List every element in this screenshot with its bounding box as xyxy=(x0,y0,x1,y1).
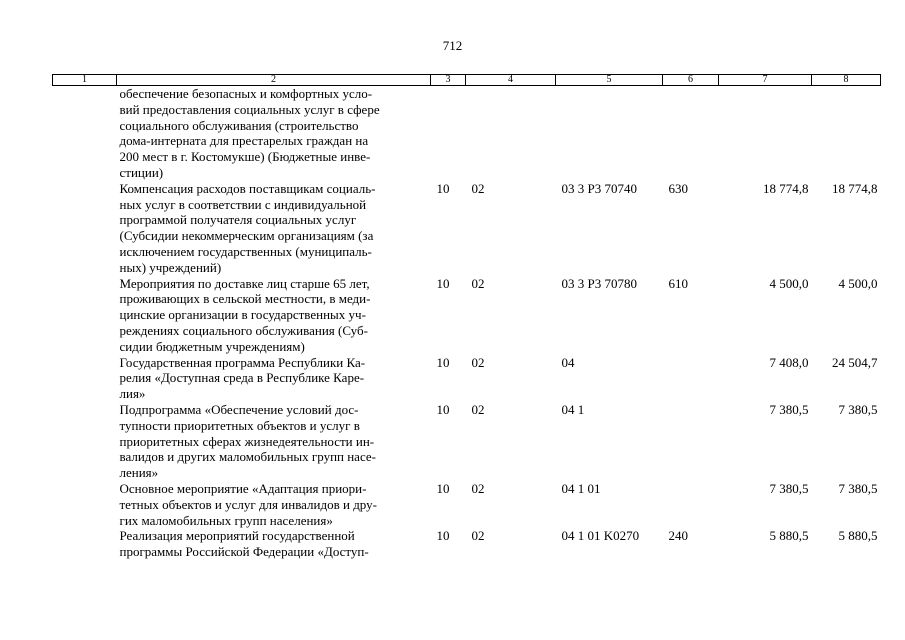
row-target-article: 03 3 P3 70780 xyxy=(561,275,637,291)
row-blank-cell xyxy=(53,481,117,528)
row-name-line: релия «Доступная среда в Республике Каре- xyxy=(119,370,365,386)
column-number-4: 4 xyxy=(466,75,556,86)
row-name-line: стиции) xyxy=(119,164,164,180)
row-subsection: 02 xyxy=(471,401,485,417)
row-amount-1: 7 408,0 xyxy=(769,354,809,370)
row-amount-1 xyxy=(719,86,812,181)
row-name-line: тупности приоритетных объектов и услуг в xyxy=(119,417,360,433)
row-name xyxy=(117,528,431,560)
row-name-line: Основное мероприятие «Адаптация приори- xyxy=(119,480,367,496)
row-amount-2: 4 500,0 xyxy=(838,275,878,291)
row-name-line: вий предоставления социальных услуг в сфере xyxy=(119,101,380,117)
row-section: 10 xyxy=(436,480,450,496)
row-name-line: ных услуг в соответствии с индивидуальной xyxy=(119,196,367,212)
row-name-line: Компенсация расходов поставщикам социаль- xyxy=(119,180,376,196)
column-number-1: 1 xyxy=(53,75,117,86)
row-expense-type: 610 xyxy=(668,275,688,291)
row-blank-cell xyxy=(53,528,117,560)
row-name-line: цинские организации в государственных уч- xyxy=(119,307,366,323)
row-amount-2: 18 774,8 xyxy=(832,180,878,196)
row-amount-2: 24 504,7 xyxy=(832,354,878,370)
row-amount-1: 7 380,5 xyxy=(769,480,809,496)
row-target-article: 04 1 01 xyxy=(561,480,601,496)
row-name-line: Мероприятия по доставке лиц старше 65 лет, xyxy=(119,275,370,291)
row-name-line: реждениях социального обслуживания (Суб- xyxy=(119,322,368,338)
row-amount-1: 4 500,0 xyxy=(769,275,809,291)
column-number-6: 6 xyxy=(663,75,719,86)
row-target-article: 04 1 xyxy=(561,401,585,417)
row-name xyxy=(117,481,431,528)
row-expense-type xyxy=(663,355,719,402)
row-subsection: 02 xyxy=(471,354,485,370)
row-name xyxy=(117,276,431,355)
row-name-line: ных) учреждений) xyxy=(119,259,222,275)
row-name-line: сидии бюджетным учреждениям) xyxy=(119,338,305,354)
row-blank-cell xyxy=(53,355,117,402)
row-expense-type xyxy=(663,402,719,481)
row-name-line: ления» xyxy=(119,465,159,481)
column-number-2: 2 xyxy=(117,75,431,86)
row-amount-2 xyxy=(812,86,881,181)
row-name-line: Подпрограмма «Обеспечение условий дос- xyxy=(119,401,359,417)
row-target-article: 03 3 P3 70740 xyxy=(561,180,637,196)
row-section: 10 xyxy=(436,354,450,370)
row-name-line: (Субсидии некоммерческим организациям (за xyxy=(119,228,374,244)
row-target-article: 04 xyxy=(561,354,575,370)
row-name-line: программой получателя социальных услуг xyxy=(119,212,357,228)
row-name-line: социального обслуживания (строительство xyxy=(119,117,359,133)
row-name-line: гих маломобильных групп населения» xyxy=(119,512,333,528)
row-section: 10 xyxy=(436,275,450,291)
column-number-5: 5 xyxy=(556,75,663,86)
row-name-line: валидов и других маломобильных групп насе- xyxy=(119,449,376,465)
row-expense-type xyxy=(663,481,719,528)
row-subsection: 02 xyxy=(471,480,485,496)
row-subsection: 02 xyxy=(471,528,485,544)
row-name-line: приоритетных сферах жизнедеятельности ин- xyxy=(119,433,375,449)
row-name-line: проживающих в сельской местности, в меди- xyxy=(119,291,371,307)
row-amount-2: 7 380,5 xyxy=(838,401,878,417)
row-name xyxy=(117,86,431,181)
table-body xyxy=(53,86,881,560)
table-row xyxy=(53,481,881,528)
table-row xyxy=(53,355,881,402)
row-section: 10 xyxy=(436,401,450,417)
row-name-line: исключением государственных (муниципаль- xyxy=(119,243,372,259)
row-name-line: тетных объектов и услуг для инвалидов и дру- xyxy=(119,496,377,512)
row-subsection: 02 xyxy=(471,275,485,291)
column-number-row xyxy=(53,75,881,86)
row-expense-type xyxy=(663,86,719,181)
table-row xyxy=(53,528,881,560)
row-subsection xyxy=(466,86,556,181)
row-amount-2: 5 880,5 xyxy=(838,528,878,544)
row-name-line: программы Российской Федерации «Доступ- xyxy=(119,544,369,560)
row-name-line: Государственная программа Республики Ка- xyxy=(119,354,366,370)
table-row xyxy=(53,181,881,276)
row-blank-cell xyxy=(53,86,117,181)
page-number: 712 xyxy=(442,38,463,53)
row-name-line: Реализация мероприятий государственной xyxy=(119,528,355,544)
row-name-line: лия» xyxy=(119,386,146,402)
row-expense-type: 630 xyxy=(668,180,688,196)
column-number-7: 7 xyxy=(719,75,812,86)
column-number-3: 3 xyxy=(431,75,466,86)
row-name-line: 200 мест в г. Костомукше) (Бюджетные инве- xyxy=(119,149,371,165)
row-expense-type: 240 xyxy=(668,528,688,544)
row-name-line: обеспечение безопасных и комфортных усло- xyxy=(119,86,373,101)
row-target-article xyxy=(556,86,663,181)
row-amount-1: 18 774,8 xyxy=(763,180,809,196)
row-section: 10 xyxy=(436,528,450,544)
row-name xyxy=(117,402,431,481)
column-number-8: 8 xyxy=(812,75,881,86)
row-blank-cell xyxy=(53,276,117,355)
budget-table xyxy=(52,74,881,560)
table-row xyxy=(53,276,881,355)
row-amount-2: 7 380,5 xyxy=(838,480,878,496)
row-amount-1: 7 380,5 xyxy=(769,401,809,417)
row-blank-cell xyxy=(53,181,117,276)
row-section xyxy=(431,86,466,181)
row-name-line: дома-интерната для престарелых граждан на xyxy=(119,133,369,149)
row-amount-1: 5 880,5 xyxy=(769,528,809,544)
row-name xyxy=(117,355,431,402)
row-blank-cell xyxy=(53,402,117,481)
row-section: 10 xyxy=(436,180,450,196)
row-target-article: 04 1 01 K0270 xyxy=(561,528,640,544)
table-row xyxy=(53,86,881,181)
table-row xyxy=(53,402,881,481)
row-subsection: 02 xyxy=(471,180,485,196)
row-name xyxy=(117,181,431,276)
